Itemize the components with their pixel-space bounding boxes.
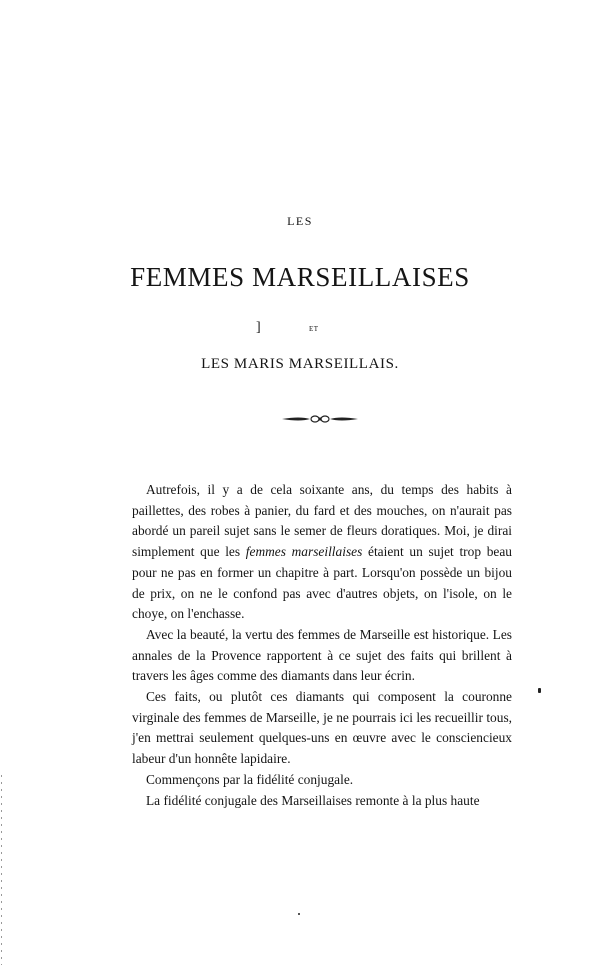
emphasis-text: femmes marseillaises bbox=[245, 544, 363, 560]
body-text bbox=[132, 480, 512, 811]
page-subtitle: LES MARIS MARSEILLAIS. bbox=[201, 356, 399, 372]
paragraph-text: étaient un sujet trop beau pour ne pas en former un chapitre à part. Lorsqu'on possède un bijou de prix, on ne le confond pas avec d'autres objets, on l'isole, on le choye, on l'enchasse. bbox=[132, 544, 512, 622]
ink-speck bbox=[298, 913, 300, 915]
paragraph: Commençons par la fidélité conjugale. bbox=[146, 771, 354, 787]
heading-les: LES bbox=[287, 214, 313, 228]
paragraph: La fidélité conjugale des Marseillaises remonte à la plus haute bbox=[146, 792, 480, 808]
paragraph: Avec la beauté, la vertu des femmes de Marseille est historique. Les annales de la Provence rapportent à ce sujet des faits qui brillent à travers les âges comme des diamants dans leur écrin. bbox=[132, 626, 512, 684]
conjunction-row bbox=[0, 320, 600, 340]
paragraph-text: Autrefois, il y a de cela soixante ans, du temps des habits à paillettes, des robes à panier, du fard et des mouches, on n'aurait pas abordé un pareil sujet sans le semer de fleurs doratiques. Moi, je dirai simplement que les bbox=[132, 482, 512, 560]
bracket-mark: ] bbox=[256, 320, 261, 335]
paragraph: Ces faits, ou plutôt ces diamants qui composent la couronne virginale des femmes de Marseille, je ne pourrais ici les recueillir tous, j'en mettrai seulement quelques-uns en œuvre avec le consciencieux labeur d'un honnête lapidaire. bbox=[132, 689, 512, 767]
binding-edge-marks bbox=[0, 775, 3, 965]
paragraph bbox=[132, 480, 512, 625]
scroll-ornament-icon bbox=[280, 412, 360, 426]
page-title: FEMMES MARSEILLAISES bbox=[130, 262, 470, 292]
conjunction-et: ET bbox=[309, 325, 319, 333]
ink-speck bbox=[538, 688, 541, 693]
